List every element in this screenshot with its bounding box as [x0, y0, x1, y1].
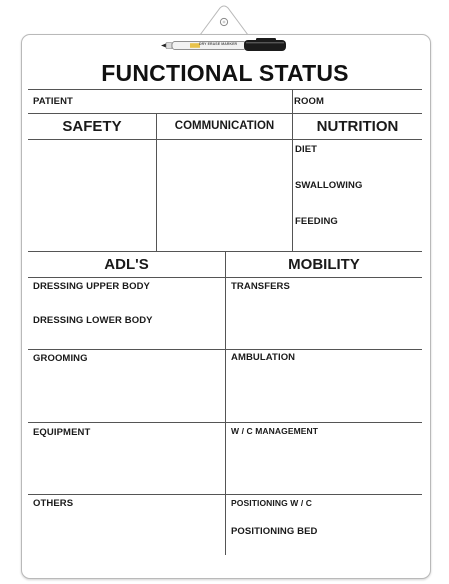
dressing-lower-body-label: DRESSING LOWER BODY: [33, 315, 153, 326]
page-title: FUNCTIONAL STATUS: [101, 60, 349, 86]
whiteboard-board: [21, 34, 431, 579]
patient-label: PATIENT: [33, 96, 73, 107]
feeding-label: FEEDING: [295, 216, 338, 227]
diet-label: DIET: [295, 144, 318, 155]
room-label: ROOM: [294, 96, 324, 107]
communication-field[interactable]: [157, 140, 292, 251]
grooming-label: GROOMING: [33, 353, 88, 364]
positioning-wc-label: POSITIONING W / C: [231, 498, 313, 508]
positioning-bed-label: POSITIONING BED: [231, 526, 318, 537]
divider-room: [292, 89, 293, 113]
others-label: OTHERS: [33, 498, 74, 509]
ambulation-label: AMBULATION: [231, 352, 296, 363]
divider-patient: [28, 113, 422, 114]
communication-header: COMMUNICATION: [174, 120, 275, 132]
nutrition-header: NUTRITION: [316, 118, 399, 135]
safety-header: SAFETY: [62, 118, 122, 135]
mobility-header: MOBILITY: [288, 256, 360, 273]
wc-management-label: W / C MANAGEMENT: [231, 426, 319, 436]
transfers-label: TRANSFERS: [231, 281, 290, 292]
safety-field[interactable]: [29, 140, 156, 251]
divider-title: [28, 89, 422, 90]
dressing-upper-body-label: DRESSING UPPER BODY: [33, 281, 150, 292]
swallowing-label: SWALLOWING: [295, 180, 363, 191]
adls-header: ADL'S: [104, 256, 149, 273]
marker-brand-label: DRY ERASE MARKER: [199, 42, 238, 46]
dry-erase-marker-icon[interactable]: [160, 36, 292, 56]
equipment-label: EQUIPMENT: [33, 427, 91, 438]
hanger-tab: [198, 4, 250, 36]
divider-adls-mobility: [225, 251, 226, 555]
